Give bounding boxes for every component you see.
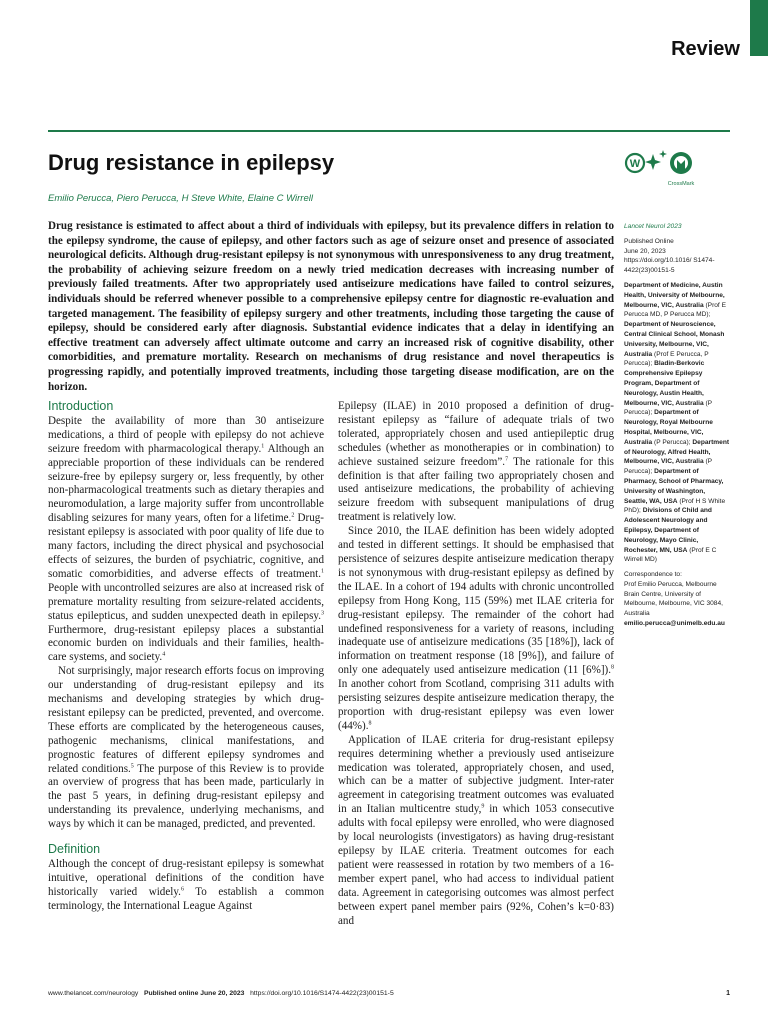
abstract: Drug resistance is estimated to affect about a third of individuals with epilepsy, but its prevalence differs in relation to the epilepsy syndrome, the cause of epilepsy, and other factors such as age of seizure onset and presence of associated neurological deficits. Although drug-resistant epilepsy is not synonymous with unresponsiveness to any drug treatment, the probability of achieving seizure freedom on a newly tried medication decreases with increasing number of previously failed treatments. After two appropriately used antiseizure medications have failed to control seizures, individuals should be referred whenever possible to a comprehensive epilepsy centre for diagnostic re-evaluation and targeted management. The feasibility of epilepsy surgery and other treatments, including those targeting the cause of epilepsy, should be considered early after diagnosis. Substantial evidence indicates that a delay in identifying an effective treatment can adversely affect ultimate outcome and carry an increased risk of cognitive disability, other comorbidities, and premature mortality. Research on mechanisms of drug resistance and novel therapeutics is progressing rapidly, and potentially improved treatments, including those targeting disease modification, are on the horizon. [48, 220, 614, 393]
citation-ref[interactable]: 1 [261, 443, 265, 450]
footer-doi-link[interactable]: https://doi.org/10.1016/S1474-4422(23)00151-5 [250, 990, 394, 997]
page-footer [48, 990, 394, 997]
affiliation-name: Department of Neurology, Alfred Health, Melbourne, VIC, Australia [624, 438, 730, 466]
definition-paragraph-1-cont: Epilepsy (ILAE) in 2010 proposed a definition of drug-resistant epilepsy as “failure of adequate trials of two tolerated, appropriately chosen and used antiepileptic drug schedules (whether as monotherapies or in combination) to achieve sustained seizure freedom”.$^7$ The rationale for this definition is that after failing two appropriately chosen and used antiseizure medications, the probability of achieving seizure freedom with subsequent manipulations of drug treatment is relatively low. [338, 400, 614, 524]
crossmark-label: CrossMark [667, 181, 695, 187]
article-sidebar [624, 222, 730, 629]
footer-site-link[interactable]: www.thelancet.com/neurology [48, 990, 139, 997]
footer-published: Published online June 20, 2023 [143, 990, 245, 997]
svg-text:W: W [629, 158, 641, 170]
section-color-bar [750, 0, 768, 56]
citation-ref[interactable]: 8 [611, 664, 614, 671]
correspondence-label: Correspondence to: [624, 571, 682, 579]
article-title: Drug resistance in epilepsy [48, 150, 335, 175]
intro-paragraph-2: Not surprisingly, major research efforts focus on improving our understanding of drug-resistant epilepsy and its mechanisms and developing strategies by which drug-resistant epilepsy can be predicted, prevented, and overcome. These efforts are complicated by the heterogeneous causes, pathogenic mechanisms, clinical manifestations, and prognostic features of different epilepsy syndromes and related conditions.$^5$ The purpose of this Review is to provide an overview of progress that has been made, particularly in the past 5 years, in defining drug-resistant epilepsy and understanding its prevalence, underlying mechanisms, and ways by which it can be managed, predicted, and prevented. [48, 665, 324, 831]
correspondence-address: Prof Emilio Perucca, Melbourne Brain Centre, University of Melbourne, Melbourne, VIC 3084, Australia [624, 580, 723, 618]
citation-ref[interactable]: 2 [291, 512, 295, 519]
journal-citation: Lancet Neurol 2023 [624, 223, 682, 230]
correspondence-email[interactable]: emilio.perucca@unimelb.edu.au [624, 620, 725, 628]
affiliation-name: Divisions of Child and Adolescent Neurology and Epilepsy, Department of Neurology, Mayo Clinic, Rochester, MN, USA [624, 507, 712, 554]
affiliation-name: Bladin-Berkovic Comprehensive Epilepsy Program, Department of Neurology, Austin Health, Melbourne, VIC, Australia [624, 360, 705, 407]
citation-ref[interactable]: 8 [368, 720, 372, 727]
citation-ref[interactable]: 4 [162, 651, 166, 658]
citation-ref[interactable]: 3 [321, 609, 324, 616]
altmetric-icon[interactable] [626, 154, 644, 172]
section-label: Review [671, 38, 740, 60]
definition-heading: Definition [48, 842, 101, 857]
definition-paragraph-2: Since 2010, the ILAE definition has been widely adopted and tested in different settings. It should be emphasised that persistence of seizures despite antiseizure medication therapy is not synonymous with drug-resistant epilepsy as defined by the ILAE. In a cohort of 194 adults with chronic uncontrolled epilepsy from Hong Kong, 115 (59%) met ILAE criteria for drug-resistant epilepsy. The remainder of the cohort had undefined responsiveness for a variety of reasons, including inadequate use of antiseizure medications (35 [18%]), lack of information on treatment response (18 [9%]), and failure of only one adequately used antiseizure medication (11 [6%]).$^8$ In another cohort from Scotland, comprising 311 adults with persisting seizures despite antiseizure medication therapy, the proportion with drug-resistant epilepsy was even lower (44%).$^8$ [338, 525, 614, 732]
citation-ref[interactable]: 5 [130, 762, 134, 769]
published-date: June 20, 2023 [624, 247, 666, 255]
citation-ref[interactable]: 9 [481, 803, 485, 810]
definition-paragraph-3: Application of ILAE criteria for drug-resistant epilepsy requires determining whether a previously used antiseizure medication was tolerated, appropriately chosen, and used, which can be a matter of subjective judgment. Inter-rater agreement in categorising treatment outcomes was evaluated in an Italian multicentre study,$^9$ in which 1053 consecutive adults with focal epilepsy were enrolled, who were diagnosed by local neurologists (investigators) as having drug-resistant epilepsy by ILAE criteria. Treatment outcomes for each patient were reassessed in rotation by two members of a 16-member expert panel, who had access to individual patient data. Agreement in categorising outcomes was almost perfect between expert panel member pairs (92%, Cohen’s k=0·83) and [338, 733, 614, 927]
doi-link[interactable]: https://doi.org/10.1016/ S1474-4422(23)00151-5 [624, 257, 715, 275]
body-column-right [338, 400, 614, 928]
citation-ref[interactable]: 6 [180, 886, 184, 893]
citation-ref[interactable]: 7 [505, 455, 509, 462]
add-sparkle-icon[interactable] [645, 150, 667, 170]
citation-ref[interactable]: 1 [321, 568, 324, 575]
affiliation-name: Department of Pharmacy, School of Pharmacy, University of Washington, Seattle, WA, USA [624, 468, 724, 505]
page-number: 1 [726, 990, 730, 997]
introduction-heading: Introduction [48, 399, 114, 413]
crossmark-badges[interactable] [624, 150, 700, 190]
author-list[interactable]: Emilio Perucca, Piero Perucca, H Steve White, Elaine C Wirrell [48, 193, 313, 204]
intro-paragraph-1: Despite the availability of more than 30 antiseizure medications, a third of people with epilepsy do not achieve seizure freedom with pharmacological therapy.$^1$ Although an appreciable proportion of these individuals can be rendered seizure-free by epilepsy surgery or, less frequently, by other non-pharmacological treatments such as dietary therapies and neuromodulation, a large majority suffer from uncontrollable disabling seizures for many years, often for a lifetime.$^2$ Drug-resistant epilepsy is associated with poor quality of life due to many factors, including the direct physical and psychosocial effects of seizures, the burden of psychiatric, cognitive, and somatic comorbidities, and adverse effects of treatment.$^1$ People with uncontrolled seizures are also at increased risk of premature mortality resulting from seizure-related accidents, status epilepticus, and sudden unexpected death in epilepsy.$^3$ Furthermore, drug-resistant epilepsy places a substantial economic burden on individuals and their families, health-care systems, and society.$^4$ [48, 414, 324, 664]
definition-paragraph-1: Although the concept of drug-resistant epilepsy is somewhat intuitive, operational definitions of the condition have historically varied widely.$^6$ To establish a common terminology, the International League Against [48, 858, 324, 912]
published-label: Published Online [624, 237, 674, 245]
crossmark-icon[interactable] [670, 152, 692, 174]
affiliation-name: Department of Neurology, Royal Melbourne Hospital, Melbourne, VIC, Australia [624, 409, 713, 446]
affiliations: Department of Medicine, Austin Health, University of Melbourne, Melbourne, VIC, Australia (Prof E Perucca MD, P Perucca MD); Department of Neuroscience, Central Clinical School, Monash University, Melbourne, VIC, Australia (Prof E Perucca, P Perucca); Bladin-Berkovic Comprehensive Epilepsy Program, Department of Neurology, Austin Health, Melbourne, VIC, Australia (P Perucca); Department of Neurology, Royal Melbourne Hospital, Melbourne, VIC, Australia (P Perucca); Department of Neurology, Alfred Health, Melbourne, VIC, Australia (P Perucca); Department of Pharmacy, School of Pharmacy, University of Washington, Seattle, WA, USA (Prof H S White PhD); Divisions of Child and Adolescent Neurology and Epilepsy, Department of Neurology, Mayo Clinic, Rochester, MN, USA (Prof E C Wirrell MD) [624, 281, 730, 564]
header-rule [48, 130, 730, 132]
affiliation-name: Department of Neuroscience, Central Clinical School, Monash University, Melbourne, VIC, Australia [624, 321, 725, 358]
body-column-left [48, 400, 324, 914]
affiliation-name: Department of Medicine, Austin Health, University of Melbourne, Melbourne, VIC, Australia [624, 281, 725, 309]
